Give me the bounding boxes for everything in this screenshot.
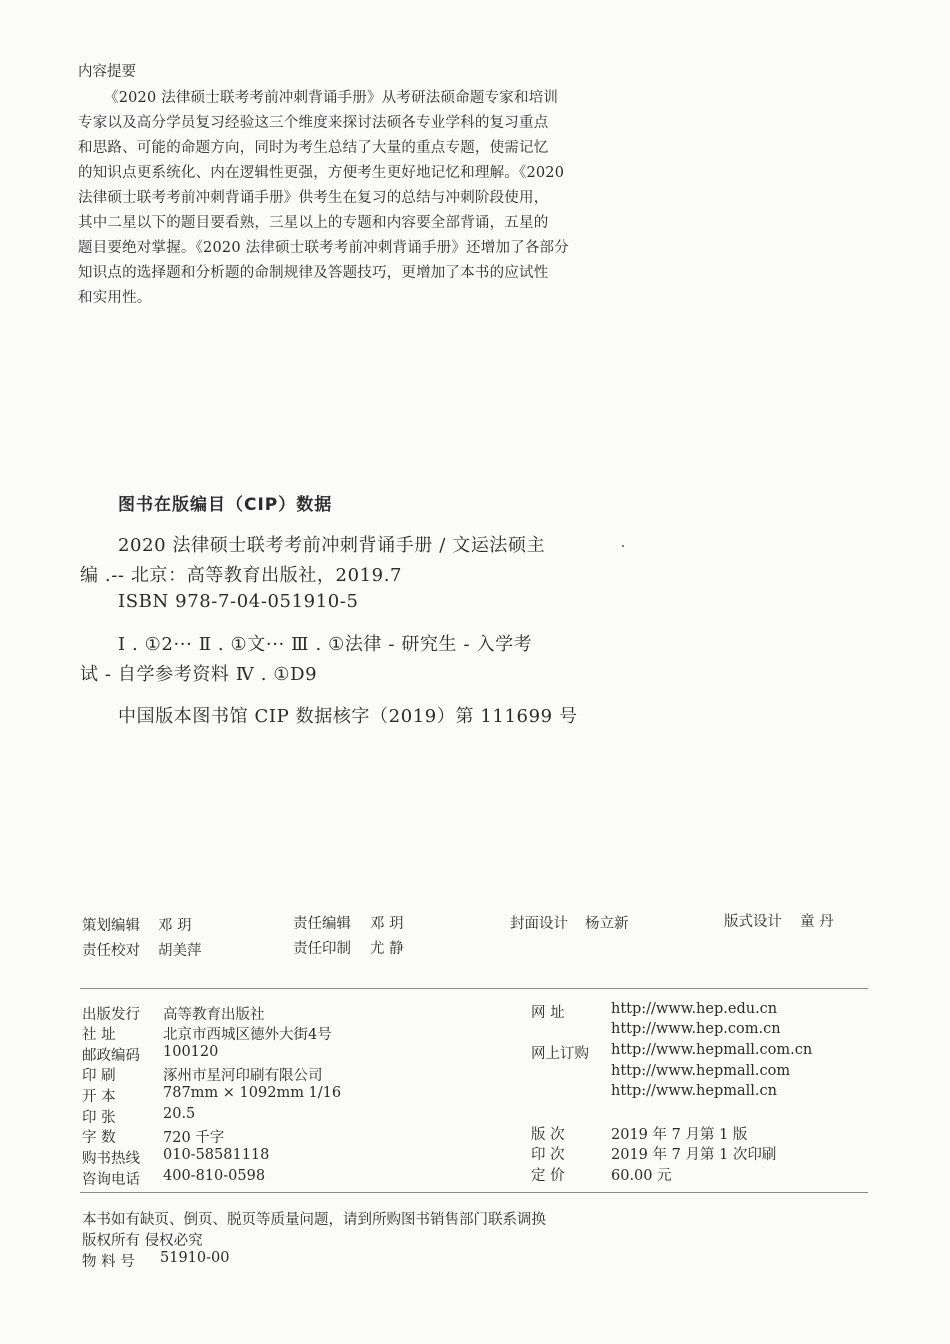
cip-title: 图书在版编目（CIP）数据 — [118, 495, 333, 515]
pub-label: 出版发行 — [82, 1007, 140, 1023]
price-value: 60.00 元 — [611, 1168, 672, 1184]
cip-book-title: 2020 法律硕士联考考前冲刺背诵手册 / 文运法硕主 — [118, 535, 546, 556]
layout-design-label: 版式设计 — [724, 914, 782, 930]
divider — [80, 1192, 868, 1193]
online-order-label: 网上订购 — [531, 1046, 589, 1062]
layout-design-name: 童 丹 — [800, 914, 834, 930]
planning-editor-name: 邓 玥 — [158, 918, 192, 934]
summary-line: 《2020 法律硕士联考考前冲刺背诵手册》从考研法硕命题专家和培训 — [104, 90, 559, 106]
pub-value: 20.5 — [163, 1106, 196, 1122]
website-label: 网 址 — [531, 1005, 565, 1021]
pub-value: 720 千字 — [163, 1130, 225, 1146]
item-number-label: 物 料 号 — [82, 1254, 135, 1270]
cip-publisher-line: 编 .-- 北京：高等教育出版社，2019.7 — [80, 565, 403, 586]
pub-value: 100120 — [163, 1044, 219, 1060]
printing-supervisor-label: 责任印制 — [293, 941, 351, 957]
cover-design-name: 杨立新 — [585, 916, 629, 932]
summary-line: 其中二星以下的题目要看熟，三星以上的专题和内容要全部背诵，五星的 — [78, 215, 549, 231]
planning-editor-label: 策划编辑 — [82, 918, 140, 934]
pub-value: 北京市西城区德外大街4号 — [163, 1027, 332, 1043]
price-label: 定 价 — [531, 1168, 565, 1184]
printing-supervisor-name: 尤 静 — [370, 941, 404, 957]
cip-isbn: ISBN 978-7-04-051910-5 — [118, 591, 359, 612]
cip-classification-cont: 试 - 自学参考资料 Ⅳ . ①D9 — [80, 664, 318, 685]
summary-line: 和实用性。 — [78, 290, 152, 306]
pub-value: 010-58581118 — [163, 1147, 270, 1163]
summary-line: 和思路、可能的命题方向，同时为考生总结了大量的重点专题，使需记忆 — [78, 140, 549, 156]
summary-title: 内容提要 — [78, 64, 136, 80]
item-number-value: 51910-00 — [160, 1250, 230, 1266]
order-link[interactable]: http://www.hepmall.com.cn — [611, 1042, 813, 1058]
pub-label: 邮政编码 — [82, 1048, 140, 1064]
summary-line: 法律硕士联考考前冲刺背诵手册》供考生在复习的总结与冲刺阶段使用， — [78, 190, 549, 206]
pub-label: 开 本 — [82, 1089, 116, 1105]
cip-classification: Ⅰ . ①2··· Ⅱ . ①文··· Ⅲ . ①法律 - 研究生 - 入学考 — [118, 634, 533, 655]
pub-value: 787mm × 1092mm 1/16 — [163, 1085, 342, 1101]
summary-line: 题目要绝对掌握。《2020 法律硕士联考考前冲刺背诵手册》还增加了各部分 — [78, 240, 569, 256]
website-link[interactable]: http://www.hep.com.cn — [611, 1021, 781, 1037]
responsible-editor-label: 责任编辑 — [293, 916, 351, 932]
edition-value: 2019 年 7 月第 1 版 — [611, 1127, 748, 1143]
responsible-editor-name: 邓 玥 — [370, 916, 404, 932]
pub-label: 印 刷 — [82, 1068, 116, 1084]
edition-label: 版 次 — [531, 1127, 565, 1143]
proofreader-label: 责任校对 — [82, 943, 140, 959]
pub-label: 社 址 — [82, 1027, 116, 1043]
website-link[interactable]: http://www.hep.edu.cn — [611, 1001, 778, 1017]
order-link[interactable]: http://www.hepmall.com — [611, 1063, 791, 1079]
printing-value: 2019 年 7 月第 1 次印刷 — [611, 1147, 777, 1163]
cip-record-number: 中国版本图书馆 CIP 数据核字（2019）第 111699 号 — [118, 706, 578, 727]
summary-line: 的知识点更系统化、内在逻辑性更强，方便考生更好地记忆和理解。《2020 — [78, 165, 565, 181]
stray-mark — [622, 545, 624, 547]
pub-label: 购书热线 — [82, 1151, 140, 1167]
pub-value: 400-810-0598 — [163, 1168, 266, 1184]
summary-line: 专家以及高分学员复习经验这三个维度来探讨法硕各专业学科的复习重点 — [78, 115, 549, 131]
pub-value: 高等教育出版社 — [163, 1007, 265, 1023]
pub-label: 印 张 — [82, 1110, 116, 1126]
quality-notice: 本书如有缺页、倒页、脱页等质量问题，请到所购图书销售部门联系调换 — [82, 1212, 546, 1228]
pub-value: 涿州市星河印刷有限公司 — [163, 1068, 323, 1084]
printing-label: 印 次 — [531, 1147, 565, 1163]
pub-label: 字 数 — [82, 1130, 116, 1146]
divider — [80, 988, 868, 989]
order-link[interactable]: http://www.hepmall.cn — [611, 1083, 777, 1099]
pub-label: 咨询电话 — [82, 1172, 140, 1188]
summary-line: 知识点的选择题和分析题的命制规律及答题技巧，更增加了本书的应试性 — [78, 265, 549, 281]
proofreader-name: 胡美萍 — [158, 943, 202, 959]
cover-design-label: 封面设计 — [510, 916, 568, 932]
copyright-notice: 版权所有 侵权必究 — [82, 1233, 203, 1249]
